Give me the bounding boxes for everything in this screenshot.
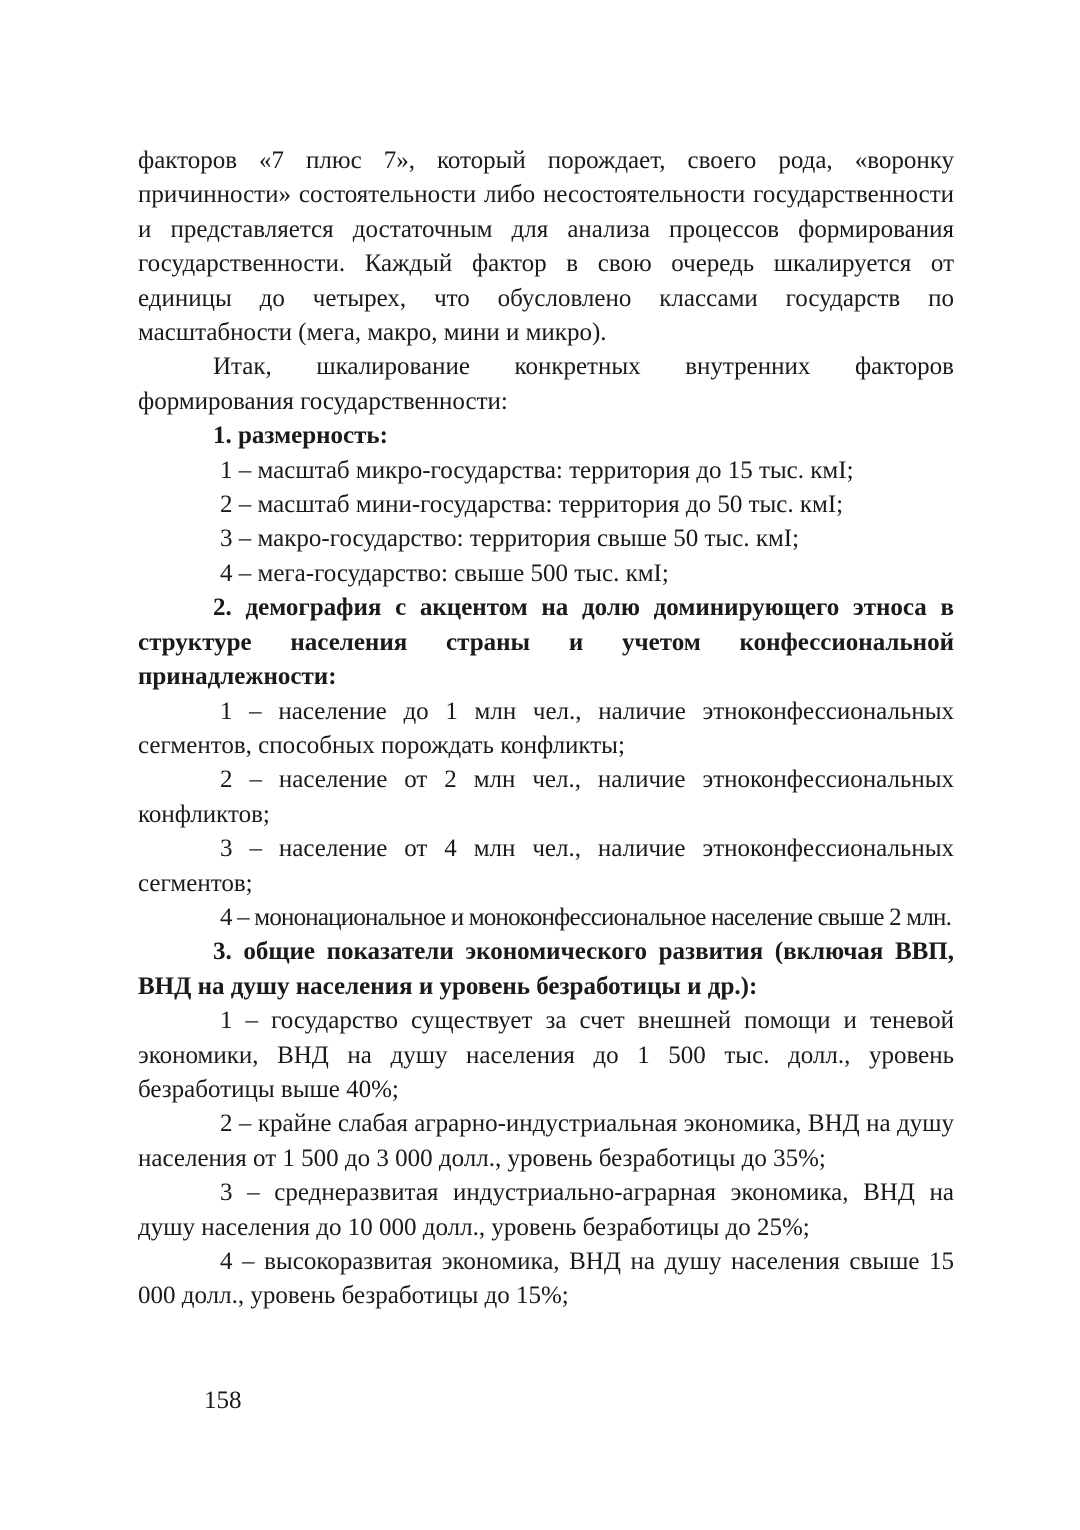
section-1-item-4: 4 – мега-государство: свыше 500 тыс. кмІ; [220, 559, 669, 587]
section-3-heading: 3. общие показатели экономического развития (включая ВВП, ВНД на душу населения и уровень безработицы и др.): [138, 938, 954, 1000]
intro-paragraph-2: Итак, шкалирование конкретных внутренних факторов формирования государственности: [138, 353, 954, 415]
section-1-item-2: 2 – масштаб мини-государства: территория до 50 тыс. кмІ; [220, 491, 844, 519]
page-body [138, 144, 954, 1314]
page-number: 158 [204, 1387, 242, 1414]
section-2-item-3: 3 – население от 4 млн чел., наличие этноконфессиональных сегментов; [138, 835, 954, 897]
section-2-item-4: 4 – мононациональное и моноконфессиональное население свыше 2 млн. [220, 903, 952, 931]
intro-paragraph-1: факторов «7 плюс 7», который порождает, своего рода, «воронку причинности» состоятельности либо несостоятельности государственности и представляется достаточным для анализа процессов формирования государственности. Каждый фактор в свою очередь шкалируется от единицы до четырех, что обусловлено классами государств по масштабности (мега, макро, мини и микро). [138, 147, 954, 347]
section-3-item-1: 1 – государство существует за счет внешней помощи и теневой экономики, ВНД на душу населения до 1 500 тыс. долл., уровень безработицы выше 40%; [138, 1007, 954, 1103]
section-2-heading: 2. демография с акцентом на долю доминирующего этноса в структуре населения страны и учетом конфессиональной принадлежности: [138, 594, 954, 691]
section-1-item-1: 1 – масштаб микро-государства: территория до 15 тыс. кмІ; [220, 456, 854, 484]
section-2-item-1: 1 – население до 1 млн чел., наличие этноконфессиональных сегментов, способных порождать конфликты; [138, 697, 954, 759]
section-3-item-3: 3 – среднеразвитая индустриально-аграрная экономика, ВНД на душу населения до 10 000 долл., уровень безработицы до 25%; [138, 1179, 954, 1241]
section-2-item-2: 2 – население от 2 млн чел., наличие этноконфессиональных конфликтов; [138, 766, 954, 828]
section-1-item-3: 3 – макро-государство: территория свыше 50 тыс. кмІ; [220, 525, 800, 553]
section-3-item-2: 2 – крайне слабая аграрно-индустриальная экономика, ВНД на душу населения от 1 500 до 3 000 долл., уровень безработицы до 35%; [138, 1110, 954, 1172]
section-1-heading: 1. размерность: [213, 422, 388, 450]
section-3-item-4: 4 – высокоразвитая экономика, ВНД на душу населения свыше 15 000 долл., уровень безработицы до 15%; [138, 1248, 954, 1310]
